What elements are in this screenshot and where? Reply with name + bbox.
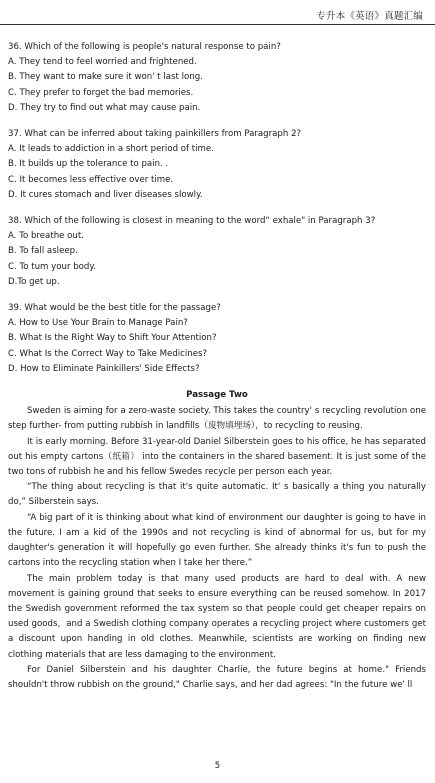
answer-option: D.To get up. xyxy=(8,276,60,287)
answer-option: C. It becomes less effective over time. xyxy=(8,174,174,185)
question-stem: 36. Which of the following is people's natural response to pain? xyxy=(8,42,281,52)
answer-option: B. What Is the Right Way to Shift Your Attention? xyxy=(8,333,217,344)
question-block xyxy=(8,127,426,203)
answer-option: C. They prefer to forget the bad memories. xyxy=(8,87,194,98)
question-stem: 37. What can be inferred about taking painkillers from Paragraph 2? xyxy=(8,129,302,140)
answer-option: D. They try to find out what may cause pain. xyxy=(8,102,201,113)
question-stem: 38. Which of the following is closest in meaning to the word“ exhale" in Paragraph 3? xyxy=(8,216,376,227)
passage-title: Passage Two xyxy=(186,390,248,401)
answer-option: B. To fall asleep. xyxy=(8,246,78,257)
answer-option: A. To breathe out. xyxy=(8,231,84,242)
page-number: 5 xyxy=(214,761,221,771)
passage-paragraph: Sweden is aiming for a zero-waste society. This takes the country' s recycling revolution one step further- from putting rubbish in landfills（废物填埋场），to recycling to reusing. xyxy=(8,406,426,432)
page-header: 专升本《英语》真题汇编 xyxy=(316,11,423,22)
answer-option: C. To tum your body. xyxy=(8,261,96,272)
answer-option: A. They tend to feel worried and frightened. xyxy=(8,57,197,68)
page-content xyxy=(8,40,426,693)
header-rule xyxy=(0,24,435,25)
passage-paragraph: “The thing about recycling is that it's quite automatic. It' s basically a thing you naturally do,” Silberstein says. xyxy=(8,482,426,508)
question-block xyxy=(8,301,426,377)
answer-option: A. It leads to addiction in a short period of time. xyxy=(8,144,214,155)
answer-option: D. How to Eliminate Painkillers' Side Effects? xyxy=(8,363,200,374)
answer-option: D. It cures stomach and liver diseases slowly. xyxy=(8,189,203,200)
passage-paragraph: The main problem today is that many used products are hard to deal with. A new movement is gaining ground that seeks to ensure everything can be reused somehow. In 2017 the Swedish government reformed the tax system so that people could get cheaper repairs on used goods，and a Swedish clothing company operates a recycling project where customers get a discount upon handing in old clothes. Meanwhile, scientists are working on finding new clothing materials that are less damaging to the environment. xyxy=(8,573,426,660)
passage-paragraph: For Daniel Silberstein and his daughter Charlie, the future begins at home." Friends shouldn't throw rubbish on the ground," Charlie says, and her dad agrees: "In the future we' ll xyxy=(8,664,426,690)
passage-paragraph: “A big part of it is thinking about what kind of environment our daughter is going to have in the future. I am a kid of the 1990s and not recycling is kind of abnormal for us, but for my daughter's generation it will hopefully go even further. She already thinks it's fun to push the cartons into the recycling station when I take her there.” xyxy=(8,512,426,569)
question-block xyxy=(8,40,426,116)
answer-option: C. What Is the Correct Way to Take Medicines? xyxy=(8,348,208,359)
answer-option: B. They want to make sure it won' t last long. xyxy=(8,72,203,83)
passage-paragraph: It is early morning. Before 31-year-old Daniel Silberstein goes to his office, he has separated out his empty cartons（纸箱） into the containers in the shared basement. It is just some of the two tons of rubbish he and his fellow Swedes recycle per person each year. xyxy=(8,436,426,478)
answer-option: A. How to Use Your Brain to Manage Pain? xyxy=(8,318,188,329)
question-block xyxy=(8,214,426,290)
question-stem: 39. What would be the best title for the passage? xyxy=(8,303,221,314)
answer-option: B. It builds up the tolerance to pain. . xyxy=(8,159,169,170)
